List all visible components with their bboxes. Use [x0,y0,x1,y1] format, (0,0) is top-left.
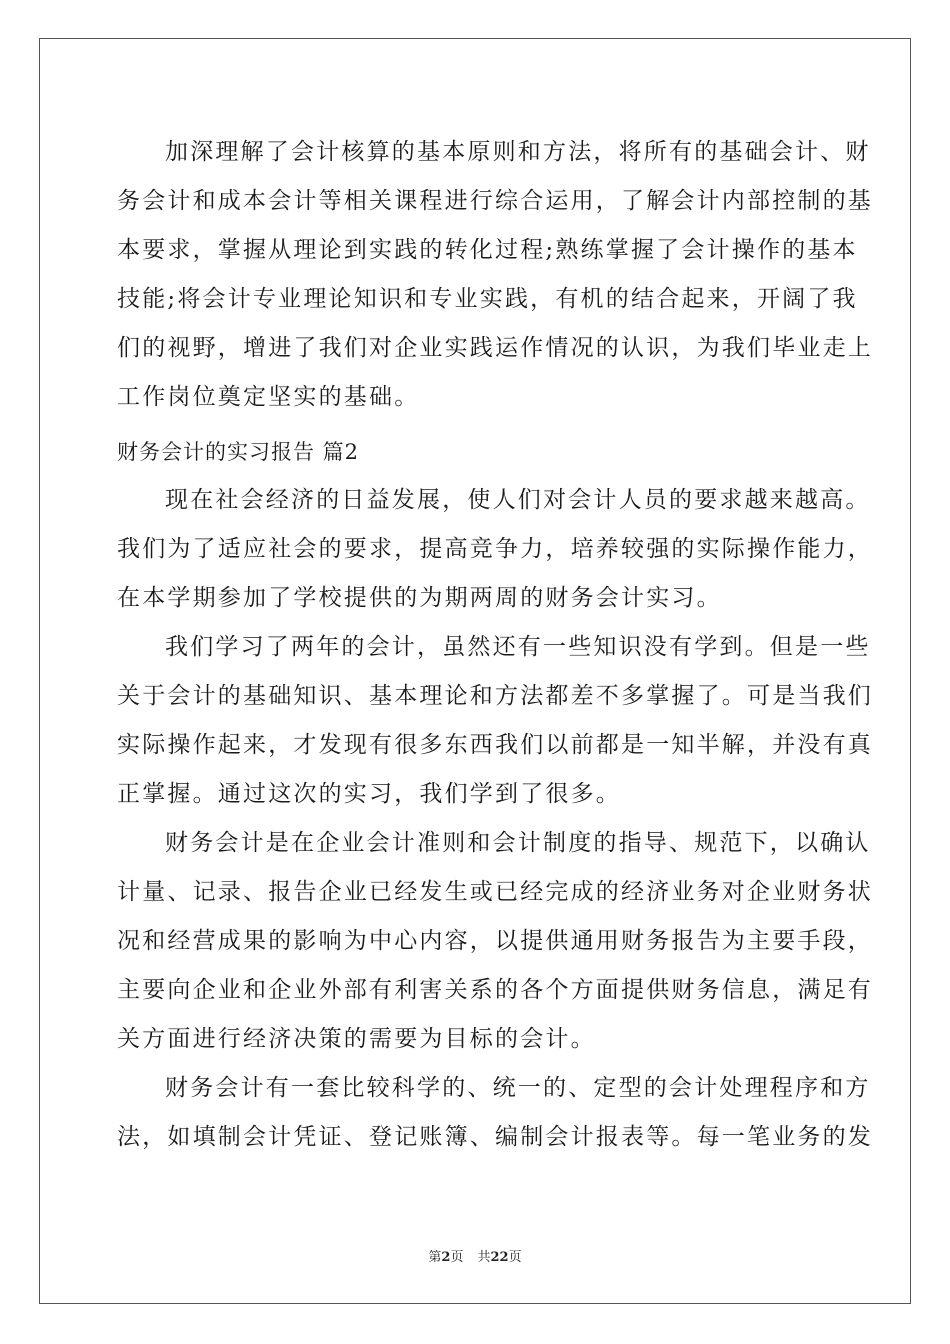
paragraph-line: 现在社会经济的日益发展，使人们对会计人员的要求越来越高。 [165,487,871,513]
total-page-number: 22 [490,1250,509,1265]
body-text [117,476,873,1162]
paragraph-line: 关方面进行经济决策的需要为目标的会计。 [117,1026,596,1052]
paragraph-line: 工作岗位奠定坚实的基础。 [117,384,420,410]
paragraph-line: 关于会计的基础知识、基本理论和方法都差不多掌握了。可是当我们 [117,683,873,709]
paragraph-line: 加深理解了会计核算的基本原则和方法，将所有的基础会计、财 [165,139,871,165]
paragraph-line: 实际操作起来，才发现有很多东西我们以前都是一知半解，并没有真 [117,732,873,758]
paragraph-line: 财务会计有一套比较科学的、统一的、定型的会计处理程序和方 [165,1075,871,1101]
page-prefix: 第 [428,1250,442,1265]
page-unit: 页 [450,1250,464,1265]
paragraph-line: 我们学习了两年的会计，虽然还有一些知识没有学到。但是一些 [165,634,871,660]
section-heading-wrap [117,428,833,477]
current-page-number: 2 [441,1250,451,1265]
paragraph-line: 们的视野，增进了我们对企业实践运作情况的认识，为我们毕业走上 [117,335,873,361]
paragraph-line: 技能;将会计专业理论知识和专业实践，有机的结合起来，开阔了我 [117,286,858,312]
total-prefix: 共 [477,1250,491,1265]
page-footer [0,1246,950,1265]
paragraph-line: 我们为了适应社会的要求，提高竞争力，培养较强的实际操作能力， [117,536,873,562]
paragraph-line: 务会计和成本会计等相关课程进行综合运用，了解会计内部控制的基 [117,188,873,214]
paragraph-line: 在本学期参加了学校提供的为期两周的财务会计实习。 [117,585,722,611]
paragraph-line: 正掌握。通过这次的实习，我们学到了很多。 [117,781,621,807]
paragraph-line: 主要向企业和企业外部有利害关系的各个方面提供财务信息，满足有 [117,977,873,1003]
paragraph-line: 计量、记录、报告企业已经发生或已经完成的经济业务对企业财务状 [117,879,873,905]
paragraph-line: 况和经营成果的影响为中心内容，以提供通用财务报告为主要手段， [117,928,873,954]
paragraph-line: 财务会计是在企业会计准则和会计制度的指导、规范下，以确认 [165,830,871,856]
intro-paragraph [117,128,873,422]
paragraph-line: 本要求，掌握从理论到实践的转化过程;熟练掌握了会计操作的基本 [117,237,858,263]
total-unit: 页 [508,1250,522,1265]
section-heading: 财务会计的实习报告 篇2 [117,440,360,464]
paragraph-line: 法，如填制会计凭证、登记账簿、编制会计报表等。每一笔业务的发 [117,1124,873,1150]
